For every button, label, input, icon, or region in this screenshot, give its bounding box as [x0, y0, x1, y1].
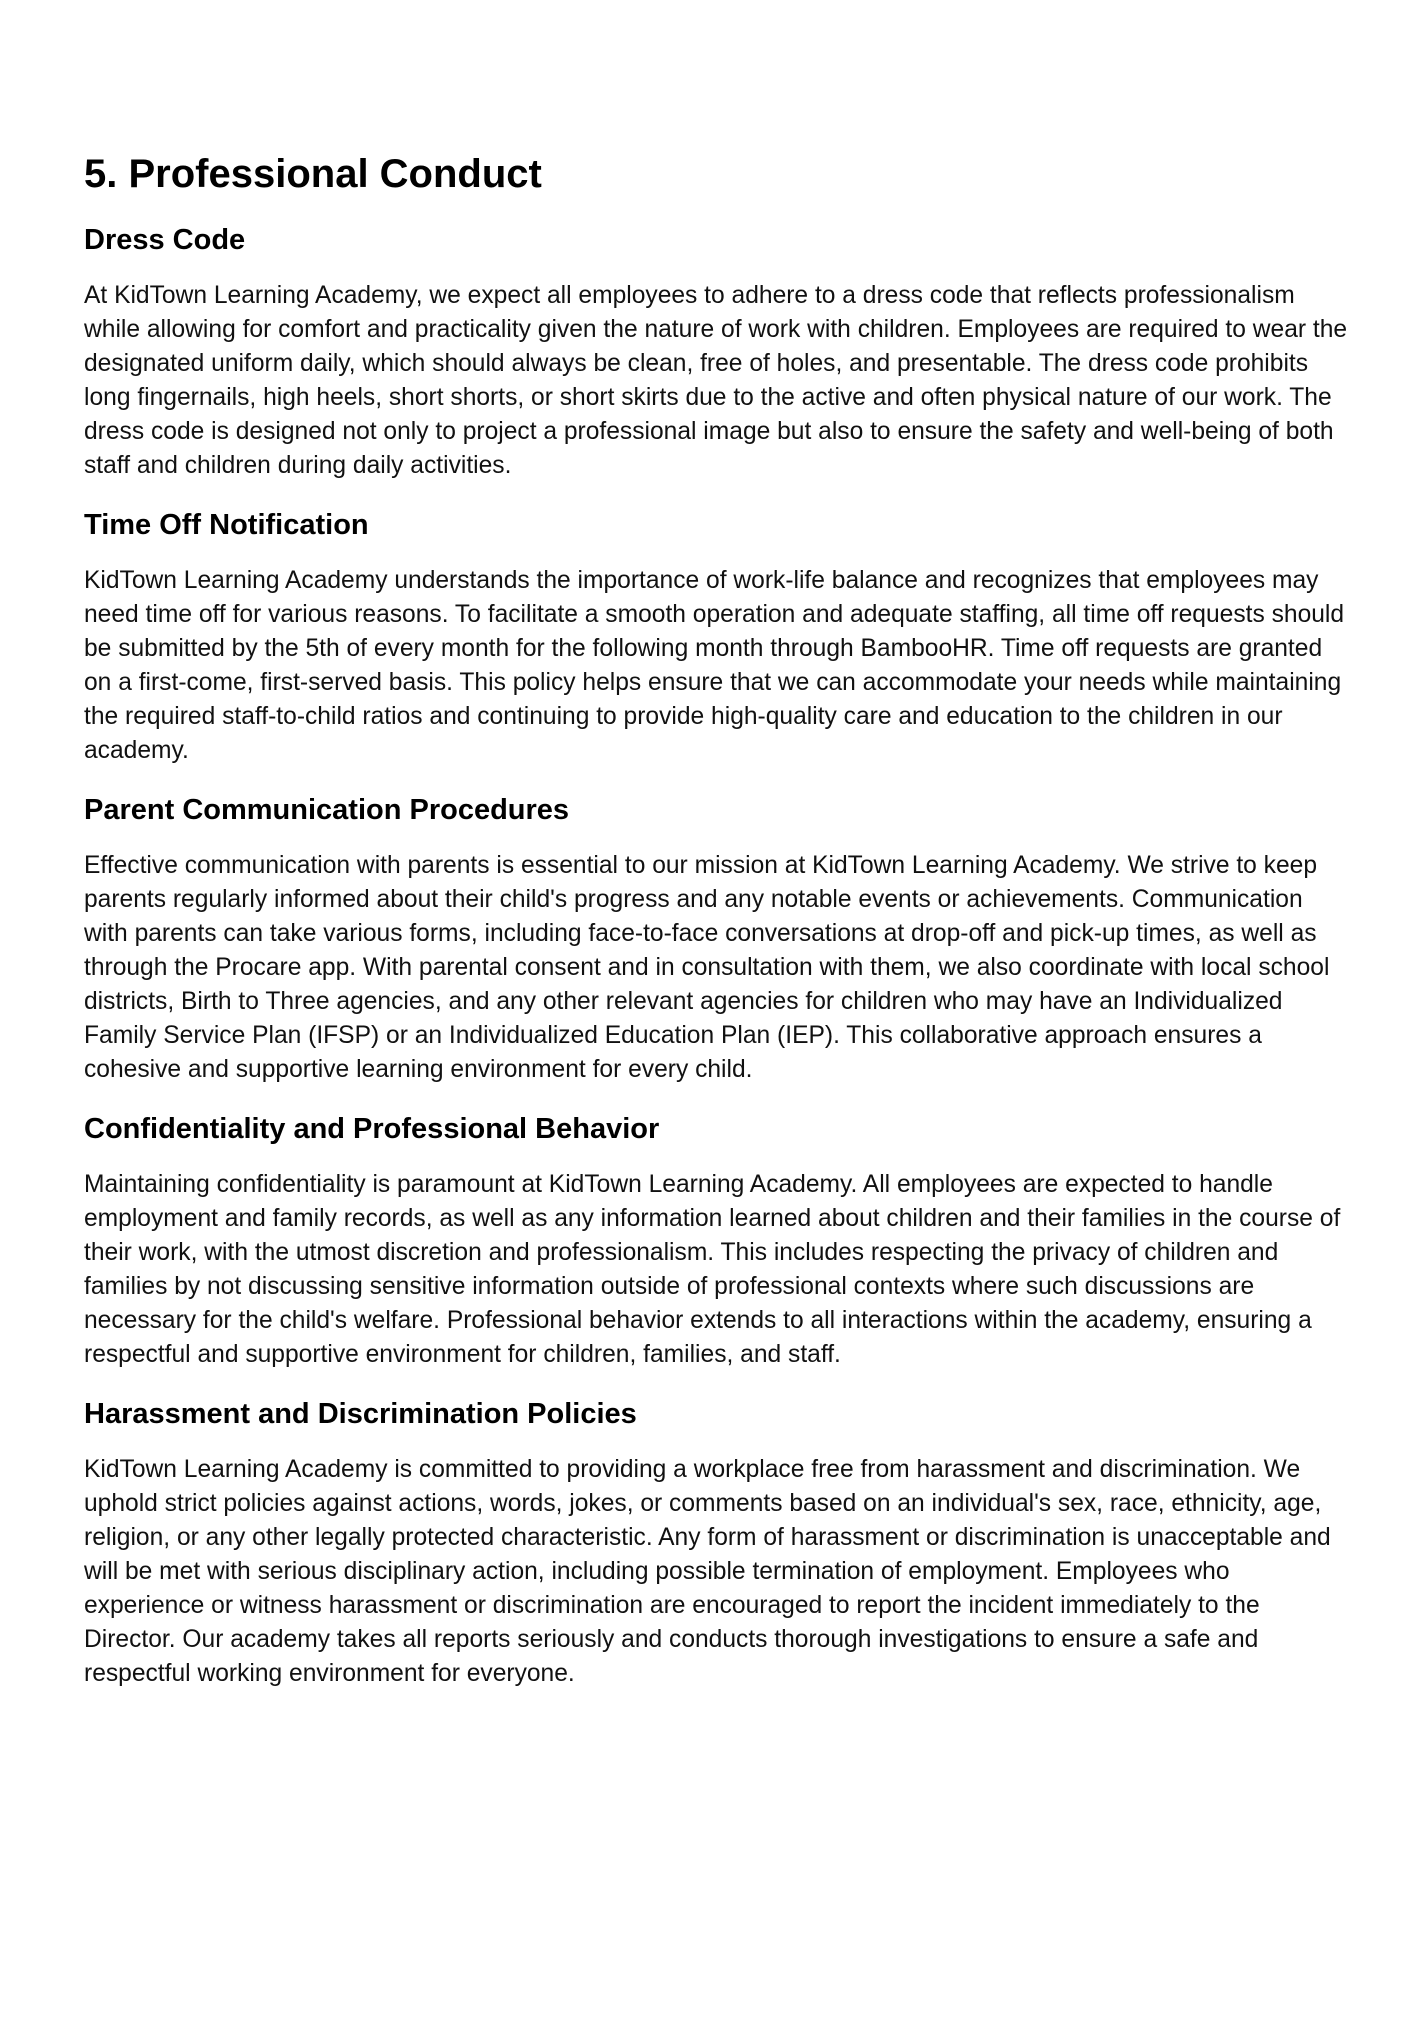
section-harassment-discrimination	[84, 1396, 1349, 1691]
section-time-off-notification	[84, 507, 1349, 768]
section-dress-code	[84, 222, 1349, 483]
section-heading: Parent Communication Procedures	[84, 794, 570, 826]
section-heading: Harassment and Discrimination Policies	[84, 1398, 637, 1430]
section-body: KidTown Learning Academy is committed to providing a workplace free from harassment and discrimination. We uphold strict policies against actions, words, jokes, or comments based on an individual's sex, race, ethnicity, age, religion, or any other legally protected characteristic. Any form of harassment or discrimination is unacceptable and will be met with serious disciplinary action, including possible termination of employment. Employees who experience or witness harassment or discrimination are encouraged to report the incident immediately to the Director. Our academy takes all reports seriously and conducts thorough investigations to ensure a safe and respectful working environment for everyone.	[84, 1456, 1331, 1687]
section-confidentiality	[84, 1111, 1349, 1372]
section-body: Effective communication with parents is essential to our mission at KidTown Learning Academy. We strive to keep parents regularly informed about their child's progress and any notable events or achievements. Communication with parents can take various forms, including face-to-face conversations at drop-off and pick-up times, as well as through the Procare app. With parental consent and in consultation with them, we also coordinate with local school districts, Birth to Three agencies, and any other relevant agencies for children who may have an Individualized Family Service Plan (IFSP) or an Individualized Education Plan (IEP). This collaborative approach ensures a cohesive and supportive learning environment for every child.	[84, 852, 1330, 1083]
document-title: 5. Professional Conduct	[84, 152, 542, 196]
document-page	[84, 150, 1349, 1715]
section-heading: Dress Code	[84, 224, 246, 256]
section-heading: Confidentiality and Professional Behavior	[84, 1113, 660, 1145]
section-parent-communication	[84, 792, 1349, 1087]
section-heading: Time Off Notification	[84, 509, 369, 541]
section-body: KidTown Learning Academy understands the importance of work-life balance and recognizes that employees may need time off for various reasons. To facilitate a smooth operation and adequate staffing, all time off requests should be submitted by the 5th of every month for the following month through BambooHR. Time off requests are granted on a first-come, first-served basis. This policy helps ensure that we can accommodate your needs while maintaining the required staff-to-child ratios and continuing to provide high-quality care and education to the children in our academy.	[84, 567, 1345, 764]
section-body: At KidTown Learning Academy, we expect all employees to adhere to a dress code that reflects professionalism while allowing for comfort and practicality given the nature of work with children. Employees are required to wear the designated uniform daily, which should always be clean, free of holes, and presentable. The dress code prohibits long fingernails, high heels, short shorts, or short skirts due to the active and often physical nature of our work. The dress code is designed not only to project a professional image but also to ensure the safety and well-being of both staff and children during daily activities.	[84, 282, 1348, 479]
section-body: Maintaining confidentiality is paramount at KidTown Learning Academy. All employees are expected to handle employment and family records, as well as any information learned about children and their families in the course of their work, with the utmost discretion and professionalism. This includes respecting the privacy of children and families by not discussing sensitive information outside of professional contexts where such discussions are necessary for the child's welfare. Professional behavior extends to all interactions within the academy, ensuring a respectful and supportive environment for children, families, and staff.	[84, 1171, 1341, 1368]
